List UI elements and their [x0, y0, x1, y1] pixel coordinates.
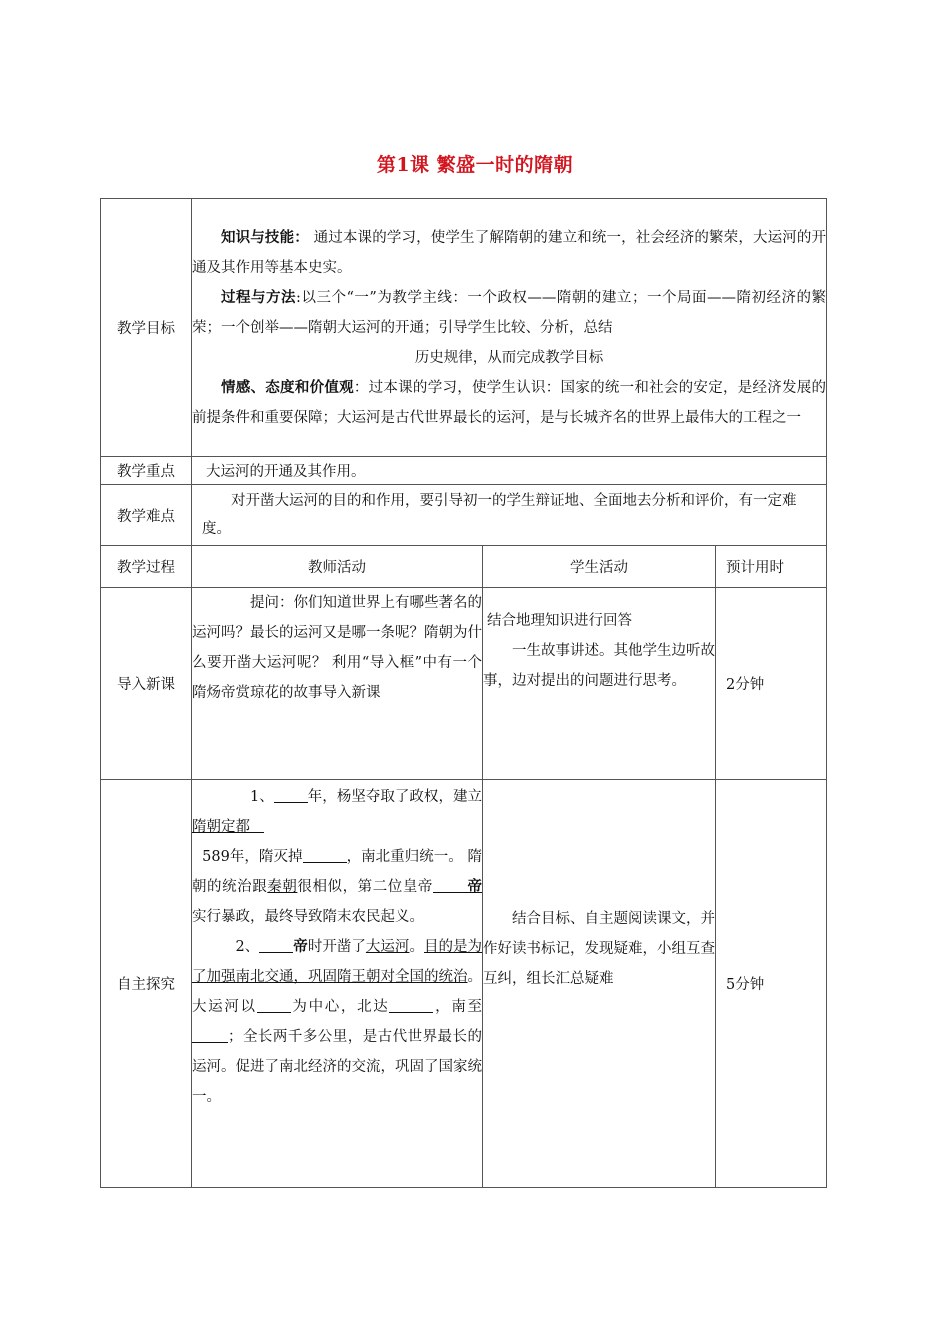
knowledge-skills [192, 223, 826, 283]
difficulty-text: 对开凿大运河的目的和作用，要引导初一的学生辩证地、全面地去分析和评价，有一定难度。 [202, 493, 797, 537]
knowledge-heading: 知识与技能： [221, 228, 309, 246]
process-method [192, 283, 826, 343]
emotion-text: ：过本课的学习，使学生认识：国家的统一和社会的安定，是经济发展的前提条件和重要保障；大运河是古代世界最长的运河，是与长城齐名的世界上最伟大的工程之一 [192, 379, 827, 426]
intro-teacher-text: 提问：你们知道世界上有哪些著名的运河吗？最长的运河又是哪一条呢？隋朝为什么要开凿大运河呢？ 利用“导入框”中有一个隋炀帝赏琼花的故事导入新课 [192, 595, 482, 701]
objectives-label: 教学目标 [101, 199, 192, 457]
teacher-activity-header: 教师活动 [192, 546, 483, 588]
blank-year [274, 788, 308, 804]
emotion-heading: 情感、态度和价值观 [221, 378, 354, 396]
explore-teacher-content [192, 780, 483, 1188]
difficulty-label: 教学难点 [101, 485, 192, 546]
lesson-plan-table [100, 198, 827, 1188]
focus-text: 大运河的开通及其作用。 [192, 457, 827, 485]
explore-row [101, 780, 827, 1188]
blank-canal-emperor [259, 938, 293, 954]
blank-dynasty [303, 848, 347, 864]
time-header: 预计用时 [716, 546, 827, 588]
intro-row [101, 588, 827, 780]
explore-item-2: 589年，隋灭掉 ，南北重归统一。 隋朝的统治跟秦朝很相似，第二位皇帝 帝实行暴政，最终导致隋末农民起义。 [192, 849, 483, 925]
answer-qin: 秦朝 [267, 879, 298, 895]
explore-time: 5分钟 [716, 780, 827, 1188]
explore-student-text: 结合目标、自主题阅读课文，并作好读书标记，发现疑难，小组互查互纠，组长汇总疑难 [483, 911, 715, 987]
answer-grand-canal: 大运河 [365, 939, 410, 955]
intro-student-text-1: 结合地理知识进行回答 [487, 613, 632, 629]
intro-label: 导入新课 [101, 588, 192, 780]
blank-emperor [433, 878, 467, 894]
intro-time: 2分钟 [716, 588, 827, 780]
blank-capital [250, 818, 264, 834]
student-activity-header: 学生活动 [483, 546, 716, 588]
explore-item-1: 1、 年，杨坚夺取了政权，建立隋朝定都 [192, 789, 482, 835]
process-text: :以三个“一”为教学主线：一个政权——隋朝的建立；一个局面——隋初经济的繁荣；一个创举——隋朝大运河的开通；引导学生比较、分析，总结 [192, 289, 827, 336]
knowledge-text: 通过本课的学习，使学生了解隋朝的建立和统一，社会经济的繁荣，大运河的开通及其作用等基本史实。 [192, 229, 827, 276]
blank-south [192, 1028, 228, 1044]
answer-purpose: 目的是为了加强南北交通，巩固隋王朝对全国的统治 [192, 939, 483, 985]
objectives-content [192, 199, 827, 457]
intro-student-text-2: 一生故事讲述。其他学生边听故事，边对提出的问题进行思考。 [483, 643, 715, 689]
objectives-row [101, 199, 827, 457]
process-label: 教学过程 [101, 546, 192, 588]
process-header-row [101, 546, 827, 588]
explore-label: 自主探究 [101, 780, 192, 1188]
focus-row [101, 457, 827, 485]
blank-north [389, 998, 433, 1014]
difficulty-row [101, 485, 827, 546]
process-heading: 过程与方法 [221, 288, 297, 306]
explore-item-3: 2、 帝时开凿了大运河。目的是为了加强南北交通，巩固隋王朝对全国的统治。大运河以 为中心，北达 ，南至；全长两千多公里，是古代世界最长的运河。促进了南北经济的交流，巩固了国家统一。 [192, 938, 483, 1105]
page-title: 第1课 繁盛一时的隋朝 [376, 154, 574, 176]
blank-center [257, 998, 291, 1014]
answer-capital: 隋朝定都 [192, 819, 250, 835]
process-text-2: 历史规律，从而完成教学目标 [414, 349, 604, 366]
focus-label: 教学重点 [101, 457, 192, 485]
emotion-values [192, 373, 826, 433]
